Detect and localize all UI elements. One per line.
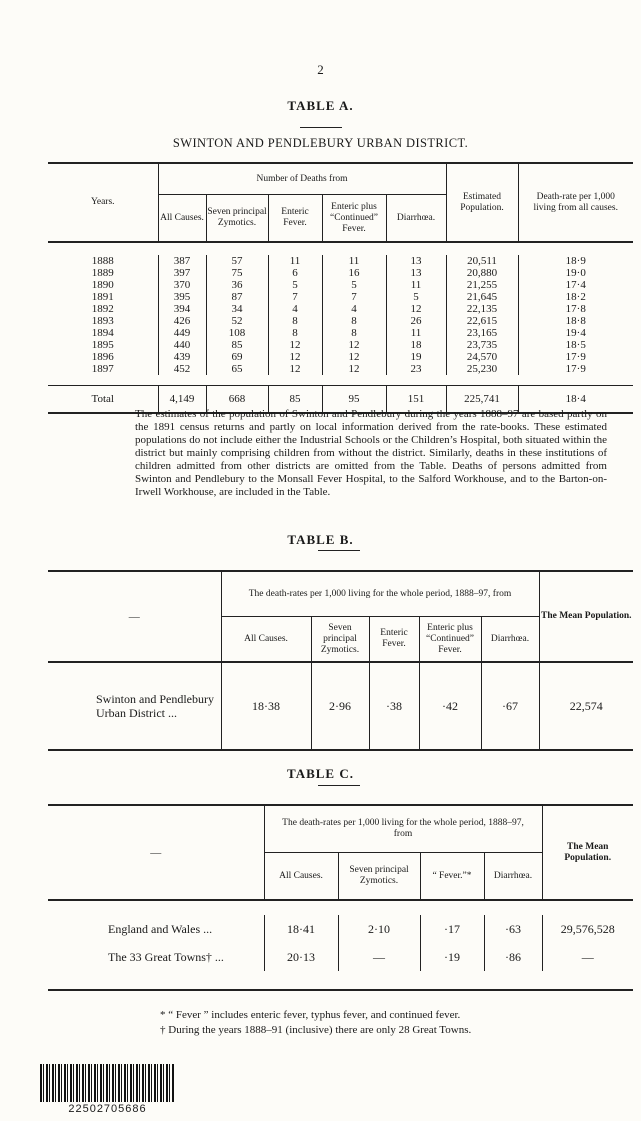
header-mean-population: The Mean Population. <box>539 571 633 662</box>
cell-seven: 69 <box>206 351 268 363</box>
cell-plus: 11 <box>322 255 386 267</box>
total-plus: 95 <box>322 386 386 414</box>
footnote-fever: * “ Fever ” includes enteric fever, typhus fever, and continued fever. <box>160 1009 461 1021</box>
table-b-title: TABLE B. <box>287 532 354 547</box>
cell-seven: 2·96 <box>311 662 369 750</box>
cell-enteric: 8 <box>268 327 322 339</box>
cell-population: 23,735 <box>446 339 518 351</box>
cell-population: 22,615 <box>446 315 518 327</box>
cell-diarrhoea: 5 <box>386 291 446 303</box>
header-all-causes: All Causes. <box>264 853 338 901</box>
cell-rate: 18·5 <box>518 339 633 351</box>
cell-rate: 17·8 <box>518 303 633 315</box>
footnote-great-towns: † During the years 1888–91 (inclusive) there are only 28 Great Towns. <box>160 1024 472 1036</box>
cell-all: 426 <box>158 315 206 327</box>
total-diarrhoea: 151 <box>386 386 446 414</box>
cell-population: 22,574 <box>539 662 633 750</box>
page-number: 2 <box>317 62 324 77</box>
cell-population: 29,576,528 <box>542 915 633 943</box>
header-seven-zymotics: Seven principal Zymotics. <box>311 617 369 663</box>
cell-all: 394 <box>158 303 206 315</box>
cell-diarrhoea: 13 <box>386 255 446 267</box>
cell-rate: 17·4 <box>518 279 633 291</box>
cell-enteric: 4 <box>268 303 322 315</box>
cell-year: 1893 <box>91 315 114 327</box>
cell-all: 439 <box>158 351 206 363</box>
cell-all: 440 <box>158 339 206 351</box>
header-estimated-population: Estimated Population. <box>446 163 518 242</box>
cell-enteric: ·38 <box>369 662 419 750</box>
header-fever: “ Fever.”* <box>420 853 484 901</box>
cell-rate: 19·4 <box>518 327 633 339</box>
cell-population: 21,645 <box>446 291 518 303</box>
cell-seven: 87 <box>206 291 268 303</box>
cell-enteric: 6 <box>268 267 322 279</box>
table-row <box>48 303 633 315</box>
cell-diarrhoea: 12 <box>386 303 446 315</box>
cell-diarrhoea: 23 <box>386 363 446 375</box>
title-rule <box>318 550 360 551</box>
total-all: 4,149 <box>158 386 206 414</box>
table-row <box>48 315 633 327</box>
table-row <box>48 339 633 351</box>
cell-rate: 18·8 <box>518 315 633 327</box>
cell-population: 24,570 <box>446 351 518 363</box>
cell-enteric: 12 <box>268 363 322 375</box>
table-row <box>48 351 633 363</box>
cell-seven: 65 <box>206 363 268 375</box>
cell-enteric: 7 <box>268 291 322 303</box>
header-death-rates: The death-rates per 1,000 living for the whole period, 1888–97, from <box>221 571 539 617</box>
header-enteric: Enteric Fever. <box>369 617 419 663</box>
cell-all: 387 <box>158 255 206 267</box>
cell-plus: 16 <box>322 267 386 279</box>
header-years: Years. <box>90 197 115 207</box>
cell-year: 1889 <box>91 267 114 279</box>
cell-all: 18·41 <box>264 915 338 943</box>
row-label-swinton: Swinton and Pendlebury Urban District ... <box>96 692 214 720</box>
table-b <box>48 570 633 751</box>
cell-rate: 18·2 <box>518 291 633 303</box>
table-row <box>48 363 633 375</box>
cell-population: 23,165 <box>446 327 518 339</box>
cell-year: 1890 <box>91 279 114 291</box>
cell-diarrhoea: ·63 <box>484 915 542 943</box>
cell-plus: 12 <box>322 363 386 375</box>
cell-seven: — <box>338 943 420 971</box>
header-number-of-deaths: Number of Deaths from <box>158 163 446 195</box>
table-row <box>48 915 633 943</box>
cell-population: 20,511 <box>446 255 518 267</box>
total-seven: 668 <box>206 386 268 414</box>
total-rate: 18·4 <box>518 386 633 414</box>
cell-rate: 18·9 <box>518 255 633 267</box>
row-label: The 33 Great Towns† ... <box>108 950 224 964</box>
explanatory-paragraph: The estimates of the population of Swinton and Pendlebury during the years 1888–97 are based partly on the 1891 census returns and partly on local information derived from the rate-books. These estimated populations do not include either the Industrial Schools or the Children’s Hospital, both situated within the district but mainly comprising children from without the district. Similarly, deaths in these institutions of children admitted from other districts are omitted from the Table. Deaths of persons admitted from Swinton and Pendlebury to the Monsall Fever Hospital, to the Salford Workhouse, and to the Barton-on-Irwell Workhouse, are included in the Table. <box>135 408 607 498</box>
barcode <box>40 1064 175 1102</box>
cell-seven: 34 <box>206 303 268 315</box>
cell-seven: 75 <box>206 267 268 279</box>
cell-enteric: 5 <box>268 279 322 291</box>
cell-diarrhoea: 26 <box>386 315 446 327</box>
cell-enteric-plus: ·42 <box>419 662 481 750</box>
title-rule <box>318 785 360 786</box>
total-label: Total <box>91 393 114 405</box>
cell-plus: 12 <box>322 351 386 363</box>
cell-seven: 57 <box>206 255 268 267</box>
header-diarrhoea: Diarrhœa. <box>484 853 542 901</box>
cell-diarrhoea: 18 <box>386 339 446 351</box>
header-mean-population: The Mean Population. <box>542 805 633 900</box>
cell-all: 20·13 <box>264 943 338 971</box>
cell-year: 1888 <box>91 255 114 267</box>
cell-fever: ·17 <box>420 915 484 943</box>
table-row <box>48 943 633 971</box>
cell-year: 1895 <box>91 339 114 351</box>
cell-enteric: 12 <box>268 351 322 363</box>
cell-enteric: 12 <box>268 339 322 351</box>
cell-plus: 5 <box>322 279 386 291</box>
cell-all: 395 <box>158 291 206 303</box>
title-rule <box>300 127 342 128</box>
table-a <box>48 162 633 414</box>
cell-rate: 17·9 <box>518 351 633 363</box>
row-label: England and Wales ... <box>108 922 213 936</box>
cell-all: 397 <box>158 267 206 279</box>
cell-year: 1894 <box>91 327 114 339</box>
cell-year: 1891 <box>91 291 114 303</box>
cell-plus: 8 <box>322 315 386 327</box>
cell-seven: 2·10 <box>338 915 420 943</box>
cell-all: 449 <box>158 327 206 339</box>
header-enteric-plus: Enteric plus “Continued” Fever. <box>419 617 481 663</box>
table-a-subtitle: SWINTON AND PENDLEBURY URBAN DISTRICT. <box>172 136 469 150</box>
header-all-causes: All Causes. <box>158 195 206 243</box>
cell-diarrhoea: 11 <box>386 327 446 339</box>
cell-population: — <box>542 943 633 971</box>
cell-diarrhoea: 11 <box>386 279 446 291</box>
total-enteric: 85 <box>268 386 322 414</box>
cell-seven: 108 <box>206 327 268 339</box>
cell-plus: 4 <box>322 303 386 315</box>
cell-year: 1897 <box>91 363 114 375</box>
cell-enteric: 11 <box>268 255 322 267</box>
cell-population: 22,135 <box>446 303 518 315</box>
header-death-rates: The death-rates per 1,000 living for the whole period, 1888–97, from <box>264 805 542 853</box>
cell-seven: 85 <box>206 339 268 351</box>
table-a-body <box>48 255 633 386</box>
cell-plus: 12 <box>322 339 386 351</box>
table-row <box>48 327 633 339</box>
table-c <box>48 804 633 991</box>
cell-seven: 52 <box>206 315 268 327</box>
table-c-body <box>48 915 633 971</box>
cell-population: 20,880 <box>446 267 518 279</box>
header-seven-zymotics: Seven principal Zymotics. <box>338 853 420 901</box>
cell-diarrhoea: 19 <box>386 351 446 363</box>
cell-all: 452 <box>158 363 206 375</box>
cell-enteric: 8 <box>268 315 322 327</box>
table-c-dash: — <box>150 846 162 859</box>
table-row <box>48 279 633 291</box>
header-seven-zymotics: Seven principal Zymotics. <box>206 195 268 243</box>
cell-seven: 36 <box>206 279 268 291</box>
header-death-rate: Death-rate per 1,000 living from all causes. <box>518 163 633 242</box>
table-row <box>48 267 633 279</box>
cell-plus: 8 <box>322 327 386 339</box>
cell-diarrhoea: ·86 <box>484 943 542 971</box>
header-enteric-plus: Enteric plus “Continued” Fever. <box>322 195 386 243</box>
header-enteric: Enteric Fever. <box>268 195 322 243</box>
header-diarrhoea: Diarrhœa. <box>481 617 539 663</box>
cell-year: 1896 <box>91 351 114 363</box>
cell-all: 370 <box>158 279 206 291</box>
table-b-dash: — <box>128 610 140 623</box>
table-c-title: TABLE C. <box>287 766 354 781</box>
cell-diarrhoea: 13 <box>386 267 446 279</box>
barcode-number: 22502705686 <box>68 1103 147 1115</box>
header-all-causes: All Causes. <box>221 617 311 663</box>
table-row <box>48 255 633 267</box>
cell-fever: ·19 <box>420 943 484 971</box>
table-a-title: TABLE A. <box>287 98 354 113</box>
cell-rate: 17·9 <box>518 363 633 375</box>
cell-plus: 7 <box>322 291 386 303</box>
cell-population: 25,230 <box>446 363 518 375</box>
cell-year: 1892 <box>91 303 114 315</box>
cell-all: 18·38 <box>221 662 311 750</box>
header-diarrhoea: Diarrhœa. <box>386 195 446 243</box>
total-population: 225,741 <box>446 386 518 414</box>
cell-rate: 19·0 <box>518 267 633 279</box>
cell-diarrhoea: ·67 <box>481 662 539 750</box>
cell-population: 21,255 <box>446 279 518 291</box>
table-row <box>48 291 633 303</box>
